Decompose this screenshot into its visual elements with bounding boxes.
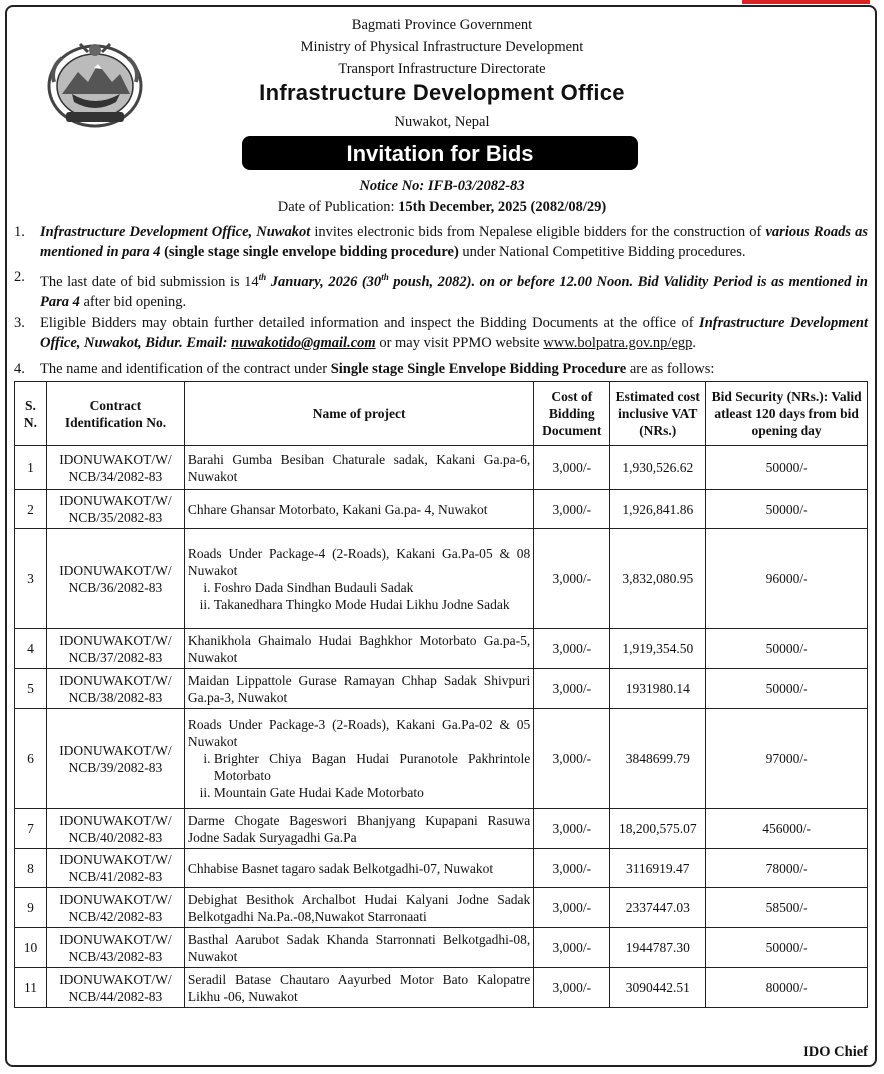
bid-security: 80000/- xyxy=(706,968,868,1008)
contract-id xyxy=(46,490,184,529)
estimated-cost: 1,919,354.50 xyxy=(610,629,706,669)
table-row xyxy=(15,709,868,809)
project-name xyxy=(184,709,533,809)
header-bid-security: Bid Security (NRs.): Valid atleast 120 days from bid opening day xyxy=(706,382,868,446)
doc-cost: 3,000/- xyxy=(534,888,610,928)
para-number: 2. xyxy=(14,269,25,285)
directorate-line: Transport Infrastructure Directorate xyxy=(338,61,546,77)
contract-id-line2: NCB/40/2082-83 xyxy=(68,829,163,845)
contract-id-line1: IDONUWAKOT/W/ xyxy=(59,451,172,467)
publication-label: Date of Publication: xyxy=(277,199,399,215)
header-doc-cost: Cost of Bidding Document xyxy=(534,382,610,446)
office-location: Nuwakot, Nepal xyxy=(394,114,490,130)
doc-cost: 3,000/- xyxy=(534,490,610,529)
bid-security: 50000/- xyxy=(706,629,868,669)
row-sn: 5 xyxy=(15,669,47,709)
bid-security: 97000/- xyxy=(706,709,868,809)
header-contract-id: Contract Identification No. xyxy=(46,382,184,446)
paragraph-1 xyxy=(14,222,868,262)
contract-id-line2: NCB/34/2082-83 xyxy=(68,468,163,484)
estimated-cost: 1,926,841.86 xyxy=(610,490,706,529)
top-red-bar xyxy=(742,0,870,4)
para-number: 4. xyxy=(14,361,25,377)
estimated-cost: 3848699.79 xyxy=(610,709,706,809)
bid-security: 50000/- xyxy=(706,446,868,490)
row-sn: 8 xyxy=(15,849,47,888)
contract-id xyxy=(46,629,184,669)
contract-id-line1: IDONUWAKOT/W/ xyxy=(59,742,172,758)
contract-id-line2: NCB/36/2082-83 xyxy=(68,579,163,595)
signature-ido-chief: IDO Chief xyxy=(803,1044,868,1060)
contract-id-line1: IDONUWAKOT/W/ xyxy=(59,891,172,907)
notice-number: Notice No: IFB-03/2082-83 xyxy=(359,178,525,194)
office-title: Infrastructure Development Office xyxy=(259,80,625,105)
table-row xyxy=(15,849,868,888)
row-sn: 2 xyxy=(15,490,47,529)
table-row xyxy=(15,809,868,849)
table-row xyxy=(15,928,868,968)
contract-id xyxy=(46,669,184,709)
estimated-cost: 18,200,575.07 xyxy=(610,809,706,849)
contract-id xyxy=(46,446,184,490)
contract-id-line1: IDONUWAKOT/W/ xyxy=(59,632,172,648)
invitation-banner: Invitation for Bids xyxy=(242,136,638,170)
estimated-cost: 2337447.03 xyxy=(610,888,706,928)
para2-text: The last date of bid submission is 14 xyxy=(40,273,259,290)
ministry-line: Ministry of Physical Infrastructure Development xyxy=(300,39,584,55)
table-header-row xyxy=(15,382,868,446)
estimated-cost: 3,832,080.95 xyxy=(610,529,706,629)
para3-office: Infrastructure Development Office, Nuwakot, Bidur. Email: xyxy=(40,315,868,351)
table-row xyxy=(15,888,868,928)
project-name: Barahi Gumba Besiban Chaturale sadak, Kakani Ga.pa-6, Nuwakot xyxy=(184,446,533,490)
contract-id-line2: NCB/37/2082-83 xyxy=(68,649,163,665)
estimated-cost: 1,930,526.62 xyxy=(610,446,706,490)
para3-tail: . xyxy=(692,335,697,351)
project-name: Basthal Aarubot Sadak Khanda Starronnati Belkotgadhi-08, Nuwakot xyxy=(184,928,533,968)
contract-id-line2: NCB/44/2082-83 xyxy=(68,988,163,1004)
para2-sup2: th xyxy=(381,272,389,282)
contract-id-line2: NCB/35/2082-83 xyxy=(68,510,163,525)
header-sn: S. N. xyxy=(15,382,47,446)
website-link[interactable]: www.bolpatra.gov.np/egp xyxy=(543,335,693,351)
publication-date xyxy=(0,199,884,216)
para1-tail: under National Competitive Bidding procedures. xyxy=(458,244,746,260)
bid-security: 96000/- xyxy=(706,529,868,629)
contract-id-line2: NCB/38/2082-83 xyxy=(68,689,163,705)
contract-id xyxy=(46,968,184,1008)
table-row xyxy=(15,490,868,529)
project-name: Chhare Ghansar Motorbato, Kakani Ga.pa- 4, Nuwakot xyxy=(184,490,533,529)
sub-project: i. Foshro Dada Sindhan Budauli Sadak xyxy=(214,579,530,596)
project-name: Darme Chogate Bageswori Bhanjyang Kupapani Rasuwa Jodne Sadak Suryagadhi Ga.Pa xyxy=(184,809,533,849)
project-name xyxy=(184,529,533,629)
doc-cost: 3,000/- xyxy=(534,446,610,490)
contract-id-line1: IDONUWAKOT/W/ xyxy=(59,562,172,578)
contract-id xyxy=(46,888,184,928)
para2-tail: after bid opening. xyxy=(79,293,187,310)
header-estimated-cost: Estimated cost inclusive VAT (NRs.) xyxy=(610,382,706,446)
estimated-cost: 1931980.14 xyxy=(610,669,706,709)
para1-text: invites electronic bids from Nepalese eligible bidders for the construction of xyxy=(310,224,766,240)
contract-id-line2: NCB/42/2082-83 xyxy=(68,908,163,924)
bid-security: 58500/- xyxy=(706,888,868,928)
project-name: Khanikhola Ghaimalo Hudai Baghkhor Motorbato Ga.pa-5, Nuwakot xyxy=(184,629,533,669)
contract-id-line1: IDONUWAKOT/W/ xyxy=(59,852,172,867)
estimated-cost: 3116919.47 xyxy=(610,849,706,888)
contract-id-line1: IDONUWAKOT/W/ xyxy=(59,812,172,828)
bid-security: 50000/- xyxy=(706,928,868,968)
contracts-table xyxy=(14,381,868,1008)
contract-id-line2: NCB/39/2082-83 xyxy=(68,759,163,775)
doc-cost: 3,000/- xyxy=(534,968,610,1008)
doc-cost: 3,000/- xyxy=(534,849,610,888)
table-row xyxy=(15,529,868,629)
project-package: Roads Under Package-4 (2-Roads), Kakani Ga.Pa-05 & 08 Nuwakot xyxy=(187,545,531,578)
publication-date-value: 15th December, 2025 (2082/08/29) xyxy=(398,199,607,215)
table-row xyxy=(15,629,868,669)
project-package: Roads Under Package-3 (2-Roads), Kakani Ga.Pa-02 & 05 Nuwakot xyxy=(187,717,531,749)
contract-id xyxy=(46,849,184,888)
row-sn: 1 xyxy=(15,446,47,490)
para2-sup: th xyxy=(258,272,267,282)
para1-office: Infrastructure Development Office, Nuwakot xyxy=(40,224,311,240)
para2-validity: poush, 2082). on or before 12.00 Noon. Bid Validity Period is as mentioned in Para 4 xyxy=(40,273,868,310)
para-number: 3. xyxy=(14,315,25,331)
contract-id xyxy=(46,928,184,968)
table-row xyxy=(15,446,868,490)
contract-id-line1: IDONUWAKOT/W/ xyxy=(59,672,172,688)
doc-cost: 3,000/- xyxy=(534,709,610,809)
sub-project: ii. Mountain Gate Hudai Kade Motorbato xyxy=(214,784,530,801)
project-name: Chhabise Basnet tagaro sadak Belkotgadhi-07, Nuwakot xyxy=(184,849,533,888)
row-sn: 3 xyxy=(15,529,47,629)
para2-date: January, 2026 (30 xyxy=(266,273,382,290)
bid-security: 50000/- xyxy=(706,669,868,709)
row-sn: 11 xyxy=(15,968,47,1008)
doc-cost: 3,000/- xyxy=(534,669,610,709)
doc-cost: 3,000/- xyxy=(534,629,610,669)
row-sn: 7 xyxy=(15,809,47,849)
row-sn: 10 xyxy=(15,928,47,968)
contract-id xyxy=(46,529,184,629)
para3-text2: or may visit PPMO website xyxy=(375,335,544,351)
contract-id-line1: IDONUWAKOT/W/ xyxy=(59,931,172,947)
para3-text: Eligible Bidders may obtain further detailed information and inspect the Bidding Documents at the office of xyxy=(40,315,700,331)
doc-cost: 3,000/- xyxy=(534,928,610,968)
table-row xyxy=(15,669,868,709)
row-sn: 9 xyxy=(15,888,47,928)
doc-cost: 3,000/- xyxy=(534,809,610,849)
para4-tail: are as follows: xyxy=(626,361,715,377)
contract-id-line2: NCB/41/2082-83 xyxy=(68,869,163,884)
sub-project: ii. Takanedhara Thingko Mode Hudai Likhu Jodne Sadak xyxy=(214,596,530,613)
contract-id xyxy=(46,709,184,809)
para-number: 1. xyxy=(14,224,25,240)
header-project-name: Name of project xyxy=(184,382,533,446)
row-sn: 4 xyxy=(15,629,47,669)
project-name: Seradil Batase Chautaro Aayurbed Motor Bato Kalopatre Likhu -06, Nuwakot xyxy=(184,968,533,1008)
bid-security: 50000/- xyxy=(706,490,868,529)
paragraph-2 xyxy=(14,267,868,312)
email-link[interactable]: nuwakotido@gmail.com xyxy=(231,335,376,351)
table-row xyxy=(15,968,868,1008)
estimated-cost: 1944787.30 xyxy=(610,928,706,968)
sub-project: i. Brighter Chiya Bagan Hudai Puranotole Pakhrintole Motorbato xyxy=(214,750,530,784)
bid-security: 78000/- xyxy=(706,849,868,888)
contract-id xyxy=(46,809,184,849)
doc-cost: 3,000/- xyxy=(534,529,610,629)
paragraph-3 xyxy=(14,313,868,353)
contract-id-line1: IDONUWAKOT/W/ xyxy=(59,971,172,987)
para1-procedure: (single stage single envelope bidding procedure) xyxy=(160,244,459,260)
contract-id-line2: NCB/43/2082-83 xyxy=(68,948,163,964)
estimated-cost: 3090442.51 xyxy=(610,968,706,1008)
province-line: Bagmati Province Government xyxy=(351,17,533,33)
contract-id-line1: IDONUWAKOT/W/ xyxy=(59,493,172,508)
bid-security: 456000/- xyxy=(706,809,868,849)
row-sn: 6 xyxy=(15,709,47,809)
para1-roads: various Roads as mentioned in para 4 xyxy=(40,224,868,260)
project-name: Debighat Besithok Archalbot Hudai Kalyani Jodne Sadak Belkotgadhi Na.Pa.-08,Nuwakot Starronaati xyxy=(184,888,533,928)
para4-text: The name and identification of the contract under xyxy=(40,361,331,377)
paragraph-4 xyxy=(14,359,868,379)
project-name: Maidan Lippattole Gurase Ramayan Chhap Sadak Shivpuri Ga.pa-3, Nuwakot xyxy=(184,669,533,709)
para4-procedure: Single stage Single Envelope Bidding Procedure xyxy=(330,361,627,377)
